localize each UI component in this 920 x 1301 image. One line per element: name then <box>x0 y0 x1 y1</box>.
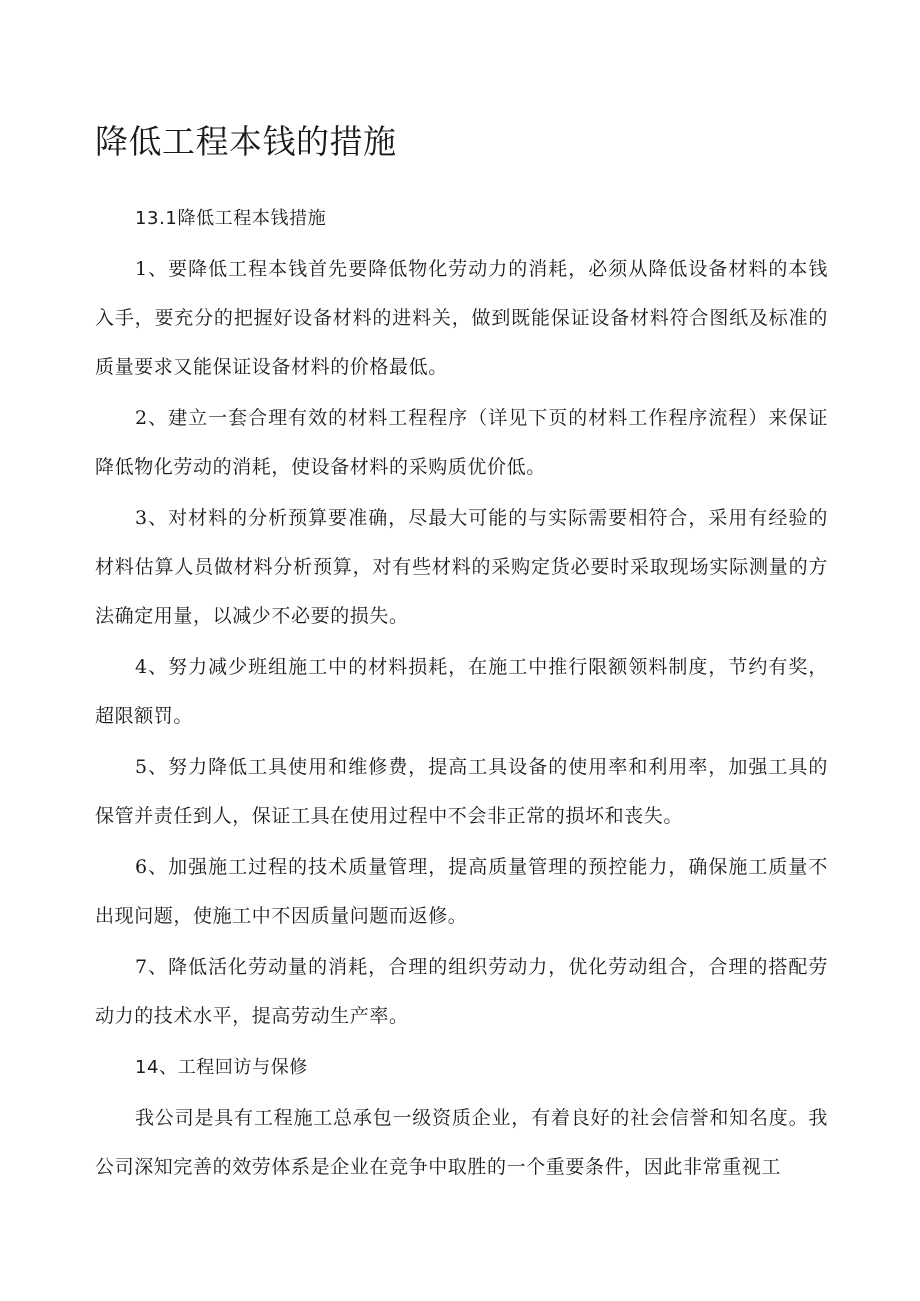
paragraph-item-6: 6、加强施工过程的技术质量管理，提高质量管理的预控能力，确保施工质量不出现问题，使施工中不因质量问题而返修。 <box>95 856 828 927</box>
document-title: 降低工程本钱的措施 <box>95 122 397 161</box>
section-heading-13-1: 13.1降低工程本钱措施 <box>135 208 327 229</box>
paragraph-item-4: 4、努力减少班组施工中的材料损耗，在施工中推行限额领料制度，节约有奖，超限额罚。 <box>95 656 828 727</box>
paragraph-company-service: 我公司是具有工程施工总承包一级资质企业，有着良好的社会信誉和知名度。我公司深知完善的效劳体系是企业在竞争中取胜的一个重要条件，因此非常重视工 <box>95 1107 828 1178</box>
paragraph-item-7: 7、降低活化劳动量的消耗，合理的组织劳动力，优化劳动组合，合理的搭配劳动力的技术水平，提高劳动生产率。 <box>95 956 828 1027</box>
section-heading-14: 14、工程回访与保修 <box>135 1057 308 1078</box>
paragraph-item-1: 1、要降低工程本钱首先要降低物化劳动力的消耗，必须从降低设备材料的本钱入手，要充分的把握好设备材料的进料关，做到既能保证设备材料符合图纸及标准的质量要求又能保证设备材料的价格最低。 <box>95 258 828 378</box>
document-body <box>95 194 828 1192</box>
paragraph-item-3: 3、对材料的分析预算要准确，尽最大可能的与实际需要相符合，采用有经验的材料估算人员做材料分析预算，对有些材料的采购定货必要时采取现场实际测量的方法确定用量，以减少不必要的损失。 <box>95 507 828 627</box>
paragraph-item-2: 2、建立一套合理有效的材料工程程序（详见下页的材料工作程序流程）来保证降低物化劳动的消耗，使设备材料的采购质优价低。 <box>95 407 828 478</box>
paragraph-item-5: 5、努力降低工具使用和维修费，提高工具设备的使用率和利用率，加强工具的保管并责任到人，保证工具在使用过程中不会非正常的损坏和丧失。 <box>95 756 828 827</box>
